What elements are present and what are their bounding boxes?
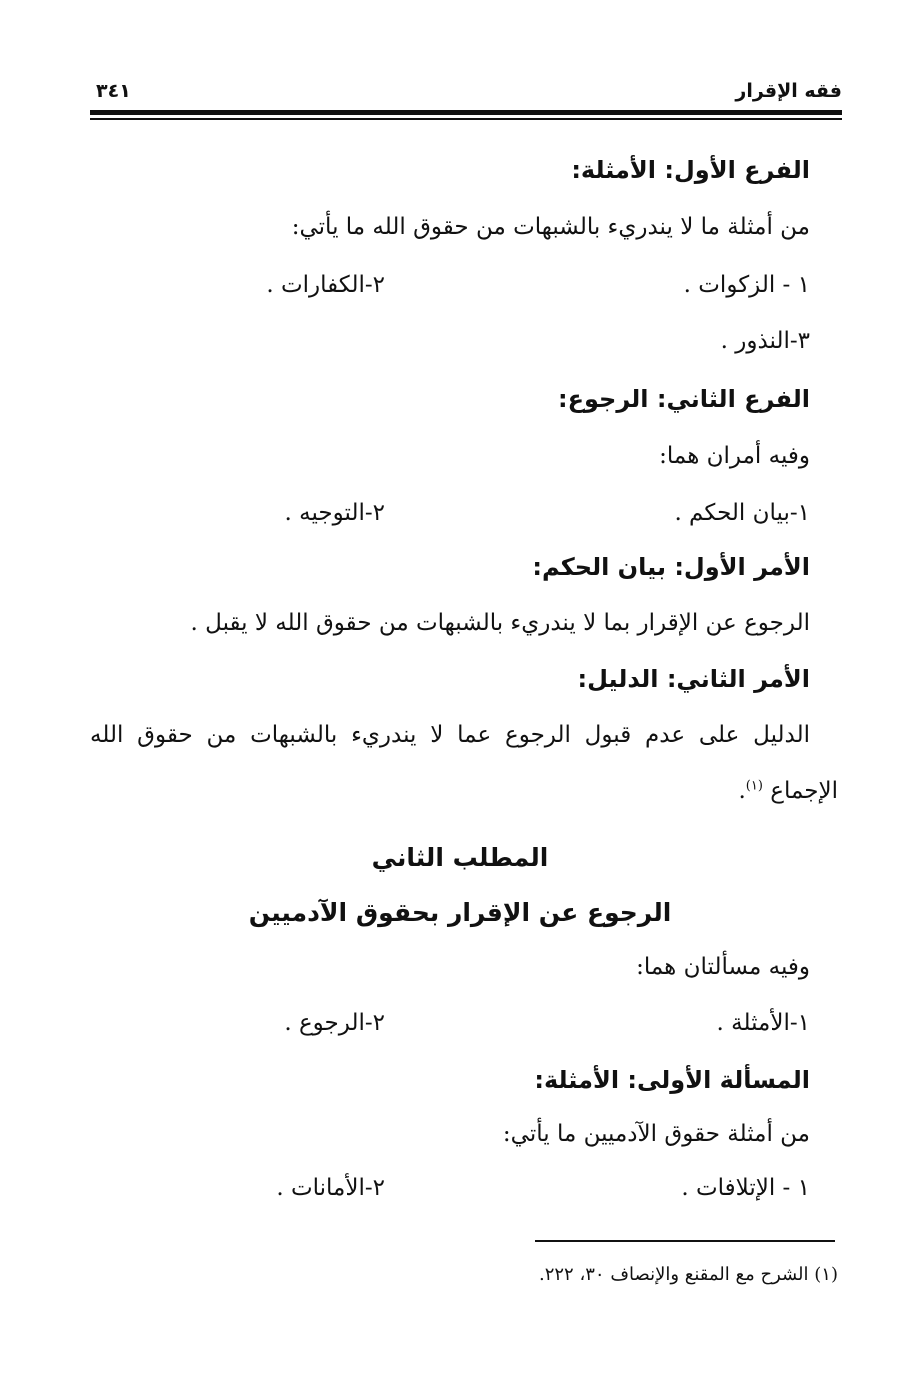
list-item: ١-الأمثلة . xyxy=(716,1010,810,1036)
list-item: ٢-التوجيه . xyxy=(284,500,385,526)
section-heading-examples: الفرع الأول: الأمثلة: xyxy=(571,156,810,184)
chapter-title: المطلب الثاني xyxy=(371,843,549,872)
header-rule-thin xyxy=(90,118,842,120)
footnote-rule xyxy=(535,1240,835,1242)
subsection-heading-evidence: الأمر الثاني: الدليل: xyxy=(577,665,810,693)
list-item: ٣-النذور . xyxy=(720,328,810,354)
section-heading-retraction: الفرع الثاني: الرجوع: xyxy=(558,385,810,413)
chapter-subtitle: الرجوع عن الإقرار بحقوق الآدميين xyxy=(248,898,672,927)
footnote: (١) الشرح مع المقنع والإنصاف ٣٠، ٢٢٢. xyxy=(538,1264,838,1285)
header-rule-thick xyxy=(90,110,842,115)
list-item: ١-بيان الحكم . xyxy=(674,500,810,526)
list-item: ٢-الرجوع . xyxy=(284,1010,385,1036)
paragraph-examples-intro: من أمثلة ما لا يندريء بالشبهات من حقوق الله ما يأتي: xyxy=(291,214,810,240)
list-item: ٢-الأمانات . xyxy=(276,1175,385,1201)
paragraph-human-rights-intro: من أمثلة حقوق الآدميين ما يأتي: xyxy=(502,1121,810,1147)
page-number: ٣٤١ xyxy=(96,80,131,102)
paragraph-evidence-line1: الدليل على عدم قبول الرجوع عما لا يندريء بالشبهات من حقوق الله xyxy=(90,722,810,748)
list-item: ١ - الإتلافات . xyxy=(681,1175,810,1201)
paragraph-evidence-line2 xyxy=(738,778,838,804)
footnote-reference: (١) xyxy=(745,778,763,794)
paragraph-retraction-intro: وفيه أمران هما: xyxy=(659,443,810,469)
paragraph-ruling: الرجوع عن الإقرار بما لا يندريء بالشبهات من حقوق الله لا يقبل . xyxy=(190,610,810,636)
evidence-end: . xyxy=(738,778,746,804)
running-title: فقه الإقرار xyxy=(735,80,842,102)
issue-heading-examples: المسألة الأولى: الأمثلة: xyxy=(534,1066,810,1094)
list-item: ١ - الزكوات . xyxy=(683,272,810,298)
list-item: ٢-الكفارات . xyxy=(266,272,385,298)
subsection-heading-ruling: الأمر الأول: بيان الحكم: xyxy=(532,553,810,581)
paragraph-issues-intro: وفيه مسألتان هما: xyxy=(636,954,810,980)
evidence-ijma: الإجماع xyxy=(770,778,838,804)
